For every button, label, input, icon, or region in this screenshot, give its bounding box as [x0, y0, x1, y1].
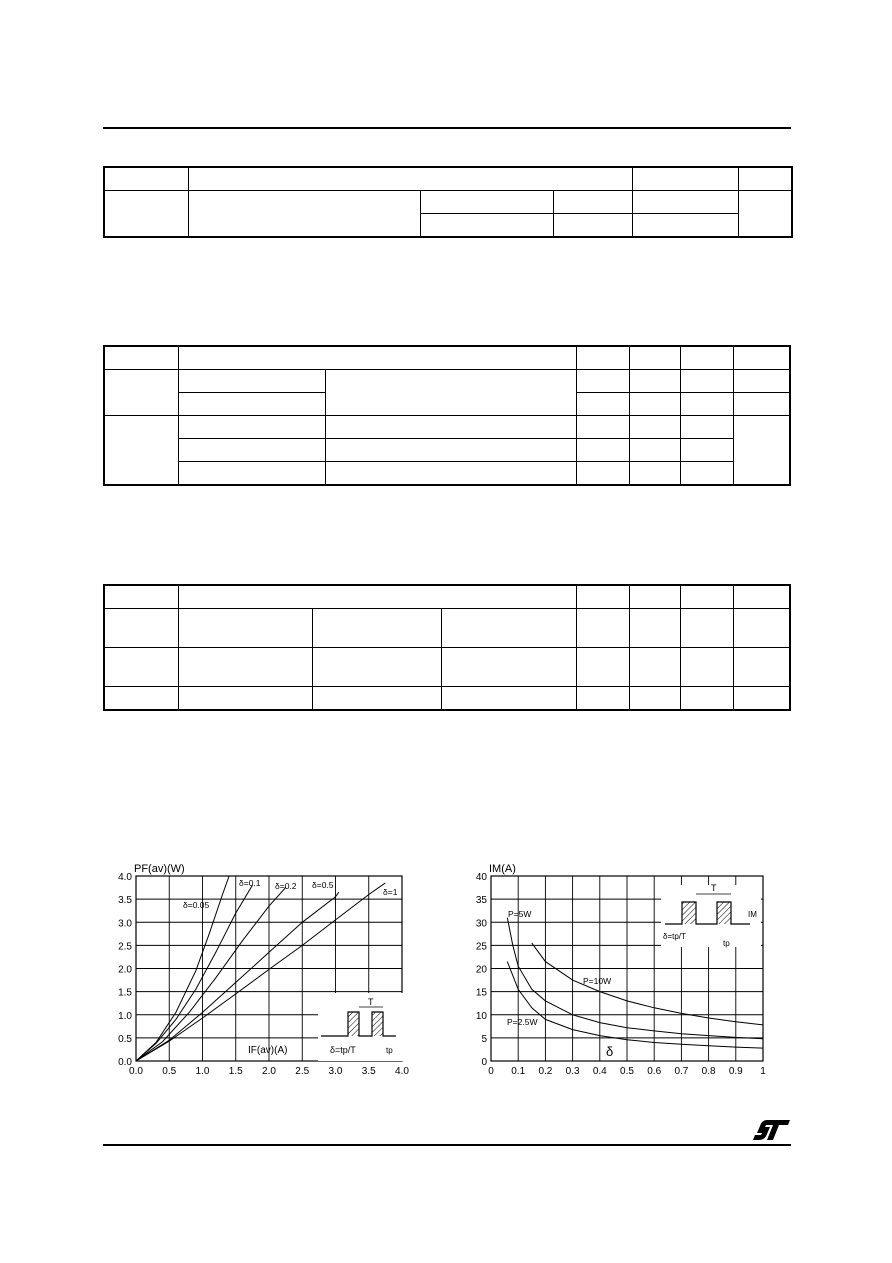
table-cell	[576, 609, 629, 648]
x-tick-label: 0.4	[592, 1066, 607, 1077]
table-cell	[325, 370, 576, 416]
table-cell	[178, 393, 325, 416]
table-cell	[178, 648, 312, 687]
table-cell	[629, 370, 680, 393]
table-cell	[629, 585, 680, 609]
y-tick-label: 35	[475, 895, 487, 907]
table-cell	[733, 416, 790, 486]
x-tick-label: 0.8	[701, 1066, 716, 1077]
table-cell	[629, 687, 680, 711]
y-tick-label: 4.0	[118, 872, 132, 883]
table-2	[103, 345, 791, 486]
table-cell	[104, 416, 178, 486]
table-cell	[441, 687, 576, 711]
x-tick-label: 0.0	[129, 1066, 143, 1077]
y-tick-label: 3.5	[118, 895, 132, 907]
table-cell	[576, 346, 629, 370]
table-cell	[104, 167, 188, 191]
table-cell	[178, 462, 325, 486]
table-row	[104, 648, 790, 687]
x-tick-label: 0	[488, 1066, 494, 1077]
table-cell	[738, 191, 792, 238]
pulse-inset	[318, 993, 403, 1061]
table-cell	[104, 585, 178, 609]
x-tick-label: 0.3	[565, 1066, 580, 1077]
x-tick-label: 2.0	[262, 1066, 276, 1077]
table-cell	[632, 191, 738, 214]
table-cell	[104, 346, 178, 370]
pulse-inset	[661, 883, 761, 948]
y-tick-label: 0	[481, 1057, 487, 1068]
table-cell	[733, 687, 790, 711]
y-tick-label: 0.5	[118, 1033, 132, 1045]
series-label: P=10W	[583, 976, 612, 986]
table-cell	[632, 214, 738, 238]
table-cell	[576, 585, 629, 609]
table-cell	[680, 585, 733, 609]
header-rule	[103, 127, 791, 129]
pulse-width-label: tp	[723, 939, 730, 948]
table-cell	[680, 393, 733, 416]
duty-formula-label: δ=tp/T	[663, 932, 686, 941]
table-cell	[733, 648, 790, 687]
x-tick-label: 0.7	[674, 1066, 689, 1077]
y-tick-label: 3.0	[118, 918, 132, 930]
y-tick-label: 20	[475, 964, 487, 976]
table-cell	[733, 393, 790, 416]
table-cell	[104, 609, 178, 648]
table-cell	[680, 648, 733, 687]
pulse-width-label: tp	[386, 1046, 393, 1055]
table-cell	[680, 416, 733, 439]
chart-title: IM(A)	[489, 863, 516, 875]
table-cell	[325, 462, 576, 486]
x-tick-label: 3.5	[361, 1066, 376, 1077]
x-tick-label: 0.2	[538, 1066, 553, 1077]
table-cell	[104, 648, 178, 687]
y-tick-label: 15	[475, 987, 487, 999]
current-peak-label: IM	[748, 910, 757, 919]
y-tick-label: 0.0	[118, 1057, 132, 1068]
table-cell	[576, 439, 629, 462]
period-label: T	[711, 883, 717, 893]
table-cell	[629, 462, 680, 486]
table-row	[104, 346, 790, 370]
chart-power-dissipation	[108, 855, 418, 1085]
footer-rule	[103, 1144, 791, 1146]
y-tick-label: 1.5	[118, 987, 132, 999]
table-row	[104, 462, 790, 486]
table-cell	[629, 346, 680, 370]
table-cell	[553, 214, 632, 238]
table-cell	[188, 191, 420, 238]
table-cell	[178, 439, 325, 462]
table-cell	[576, 462, 629, 486]
table-cell	[312, 609, 441, 648]
table-cell	[680, 462, 733, 486]
table-cell	[420, 191, 553, 214]
table-cell	[420, 214, 553, 238]
table-cell	[312, 687, 441, 711]
chart-peak-current	[465, 855, 785, 1085]
table-1	[103, 166, 793, 238]
x-tick-label: 0.1	[511, 1066, 526, 1077]
series-label: P=5W	[508, 909, 532, 919]
x-tick-label: 2.5	[295, 1066, 310, 1077]
table-cell	[680, 346, 733, 370]
table-row	[104, 585, 790, 609]
y-tick-label: 10	[475, 1010, 487, 1022]
table-cell	[104, 687, 178, 711]
table-cell	[178, 370, 325, 393]
table-cell	[576, 416, 629, 439]
table-cell	[325, 416, 576, 439]
x-tick-label: 1.5	[228, 1066, 243, 1077]
table-cell	[178, 585, 576, 609]
table-cell	[576, 687, 629, 711]
x-tick-label: 0.5	[162, 1066, 177, 1077]
table-cell	[733, 585, 790, 609]
table-cell	[629, 648, 680, 687]
x-tick-label: 4.0	[395, 1066, 409, 1077]
table-cell	[178, 416, 325, 439]
series-label: δ=0.05	[183, 900, 210, 910]
table-cell	[441, 609, 576, 648]
table-cell	[553, 191, 632, 214]
series-label: δ=0.5	[312, 880, 334, 890]
table-row	[104, 609, 790, 648]
x-axis-label: δ	[606, 1044, 614, 1059]
table-cell	[632, 167, 738, 191]
table-cell	[733, 609, 790, 648]
y-tick-label: 2.0	[118, 964, 132, 976]
series-label: δ=0.1	[239, 878, 261, 888]
y-tick-label: 30	[475, 918, 487, 930]
x-axis-label: IF(av)(A)	[248, 1045, 288, 1056]
series-label: δ=0.2	[275, 881, 297, 891]
y-tick-label: 40	[475, 872, 487, 883]
x-tick-label: 3.0	[328, 1066, 343, 1077]
table-cell	[188, 167, 632, 191]
table-cell	[680, 370, 733, 393]
table-cell	[629, 609, 680, 648]
table-cell	[629, 439, 680, 462]
x-tick-label: 0.9	[728, 1066, 743, 1077]
x-tick-label: 1.0	[195, 1066, 210, 1077]
table-row	[104, 167, 792, 191]
table-cell	[680, 609, 733, 648]
series-line	[532, 943, 763, 1025]
table-row	[104, 370, 790, 393]
series-label: P=2.5W	[507, 1017, 538, 1027]
table-cell	[733, 370, 790, 393]
series-line	[136, 892, 339, 1061]
table-cell	[178, 346, 576, 370]
y-tick-label: 2.5	[118, 941, 132, 953]
table-row	[104, 191, 792, 214]
table-cell	[738, 167, 792, 191]
duty-formula-label: δ=tp/T	[330, 1045, 356, 1055]
table-row	[104, 416, 790, 439]
chart-title: PF(av)(W)	[134, 863, 185, 875]
st-logo	[752, 1118, 792, 1142]
table-cell	[325, 439, 576, 462]
x-tick-label: 0.5	[620, 1066, 634, 1077]
table-cell	[576, 393, 629, 416]
table-cell	[629, 416, 680, 439]
x-tick-label: 1	[760, 1066, 766, 1077]
x-tick-label: 0.6	[647, 1066, 662, 1077]
y-tick-label: 25	[475, 941, 487, 953]
table-cell	[733, 346, 790, 370]
table-3	[103, 584, 791, 711]
table-cell	[312, 648, 441, 687]
period-label: T	[368, 997, 374, 1007]
table-row	[104, 687, 790, 711]
table-cell	[178, 687, 312, 711]
table-cell	[441, 648, 576, 687]
table-cell	[104, 191, 188, 238]
series-label: δ=1	[383, 887, 398, 897]
table-cell	[576, 648, 629, 687]
y-tick-label: 1.0	[118, 1010, 132, 1022]
table-cell	[629, 393, 680, 416]
table-cell	[680, 439, 733, 462]
table-cell	[178, 609, 312, 648]
table-cell	[104, 370, 178, 416]
table-cell	[576, 370, 629, 393]
table-cell	[680, 687, 733, 711]
table-row	[104, 439, 790, 462]
y-tick-label: 5	[481, 1033, 487, 1045]
